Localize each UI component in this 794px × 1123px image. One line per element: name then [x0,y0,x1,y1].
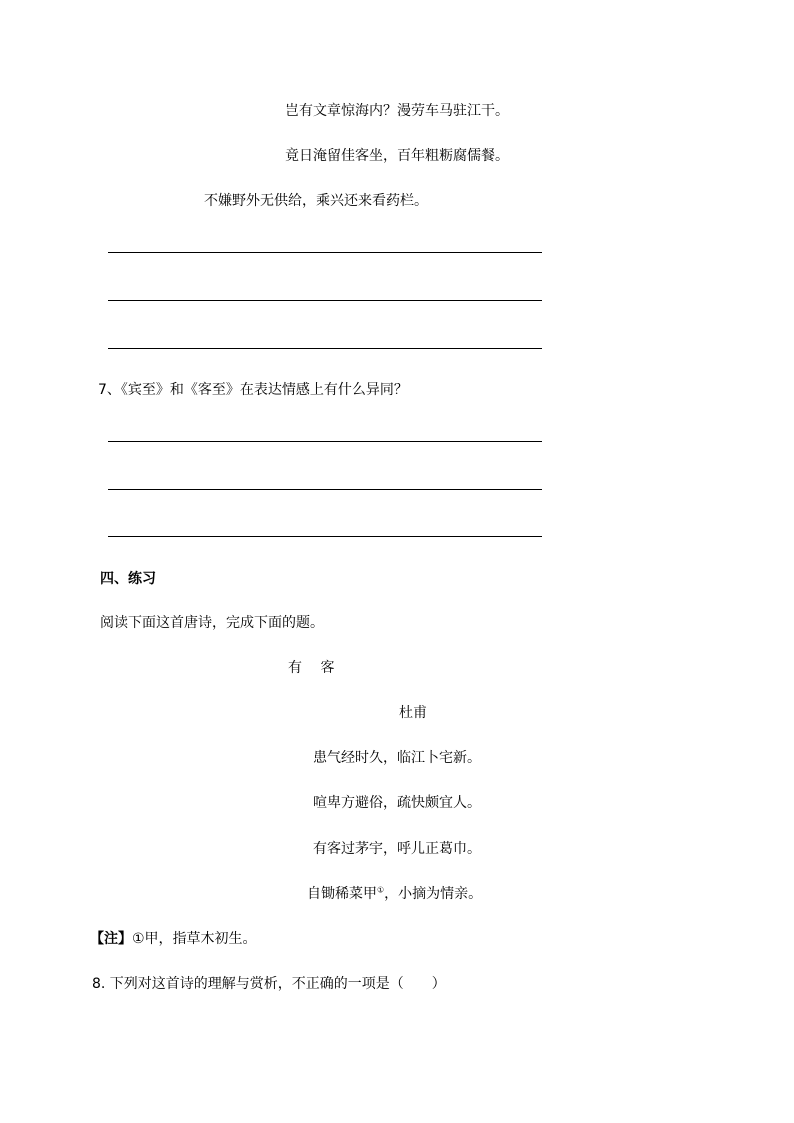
poem1-line-1: 岂有文章惊海内？漫劳车马驻江干。 [285,103,509,119]
poem1-line-2: 竟日淹留佳客坐，百年粗粝腐儒餐。 [285,148,509,164]
question-8: 8. 下列对这首诗的理解与赏析，不正确的一项是（ ） [92,976,446,992]
section-heading: 四、练习 [100,571,156,587]
footnote-marker: ① [377,885,385,895]
poem2-line-2: 喧卑方避俗，疏快颇宜人。 [313,795,481,811]
poem2-line-1: 患气经时久，临江卜宅新。 [313,750,481,766]
poem2-line-4 [307,887,482,901]
poem2-title [288,661,334,675]
question-7: 7、《宾至》和《客至》在表达情感上有什么异同？ [98,382,408,398]
answer-line[interactable] [108,348,542,349]
footnote-text: ①甲，指草木初生。 [132,931,257,947]
answer-line[interactable] [108,300,542,301]
poem2-line-4-part-1: 自锄稀菜甲 [307,886,377,902]
poem2-title-char-1: 有 [288,660,302,676]
answer-line[interactable] [108,536,542,537]
poem2-author: 杜甫 [399,705,427,721]
poem1-line-3: 不嫌野外无供给，乘兴还来看药栏。 [204,193,428,209]
poem2-line-3: 有客过茅宇，呼儿正葛巾。 [313,841,481,857]
answer-line[interactable] [108,489,542,490]
section-instruction: 阅读下面这首唐诗，完成下面的题。 [100,615,324,631]
poem2-title-char-2: 客 [320,660,335,676]
answer-line[interactable] [108,441,542,442]
footnote-label: 【注】 [90,931,132,947]
poem2-line-4-part-2: ，小摘为情亲。 [384,886,483,902]
answer-line[interactable] [108,252,542,253]
footnote [90,932,257,946]
